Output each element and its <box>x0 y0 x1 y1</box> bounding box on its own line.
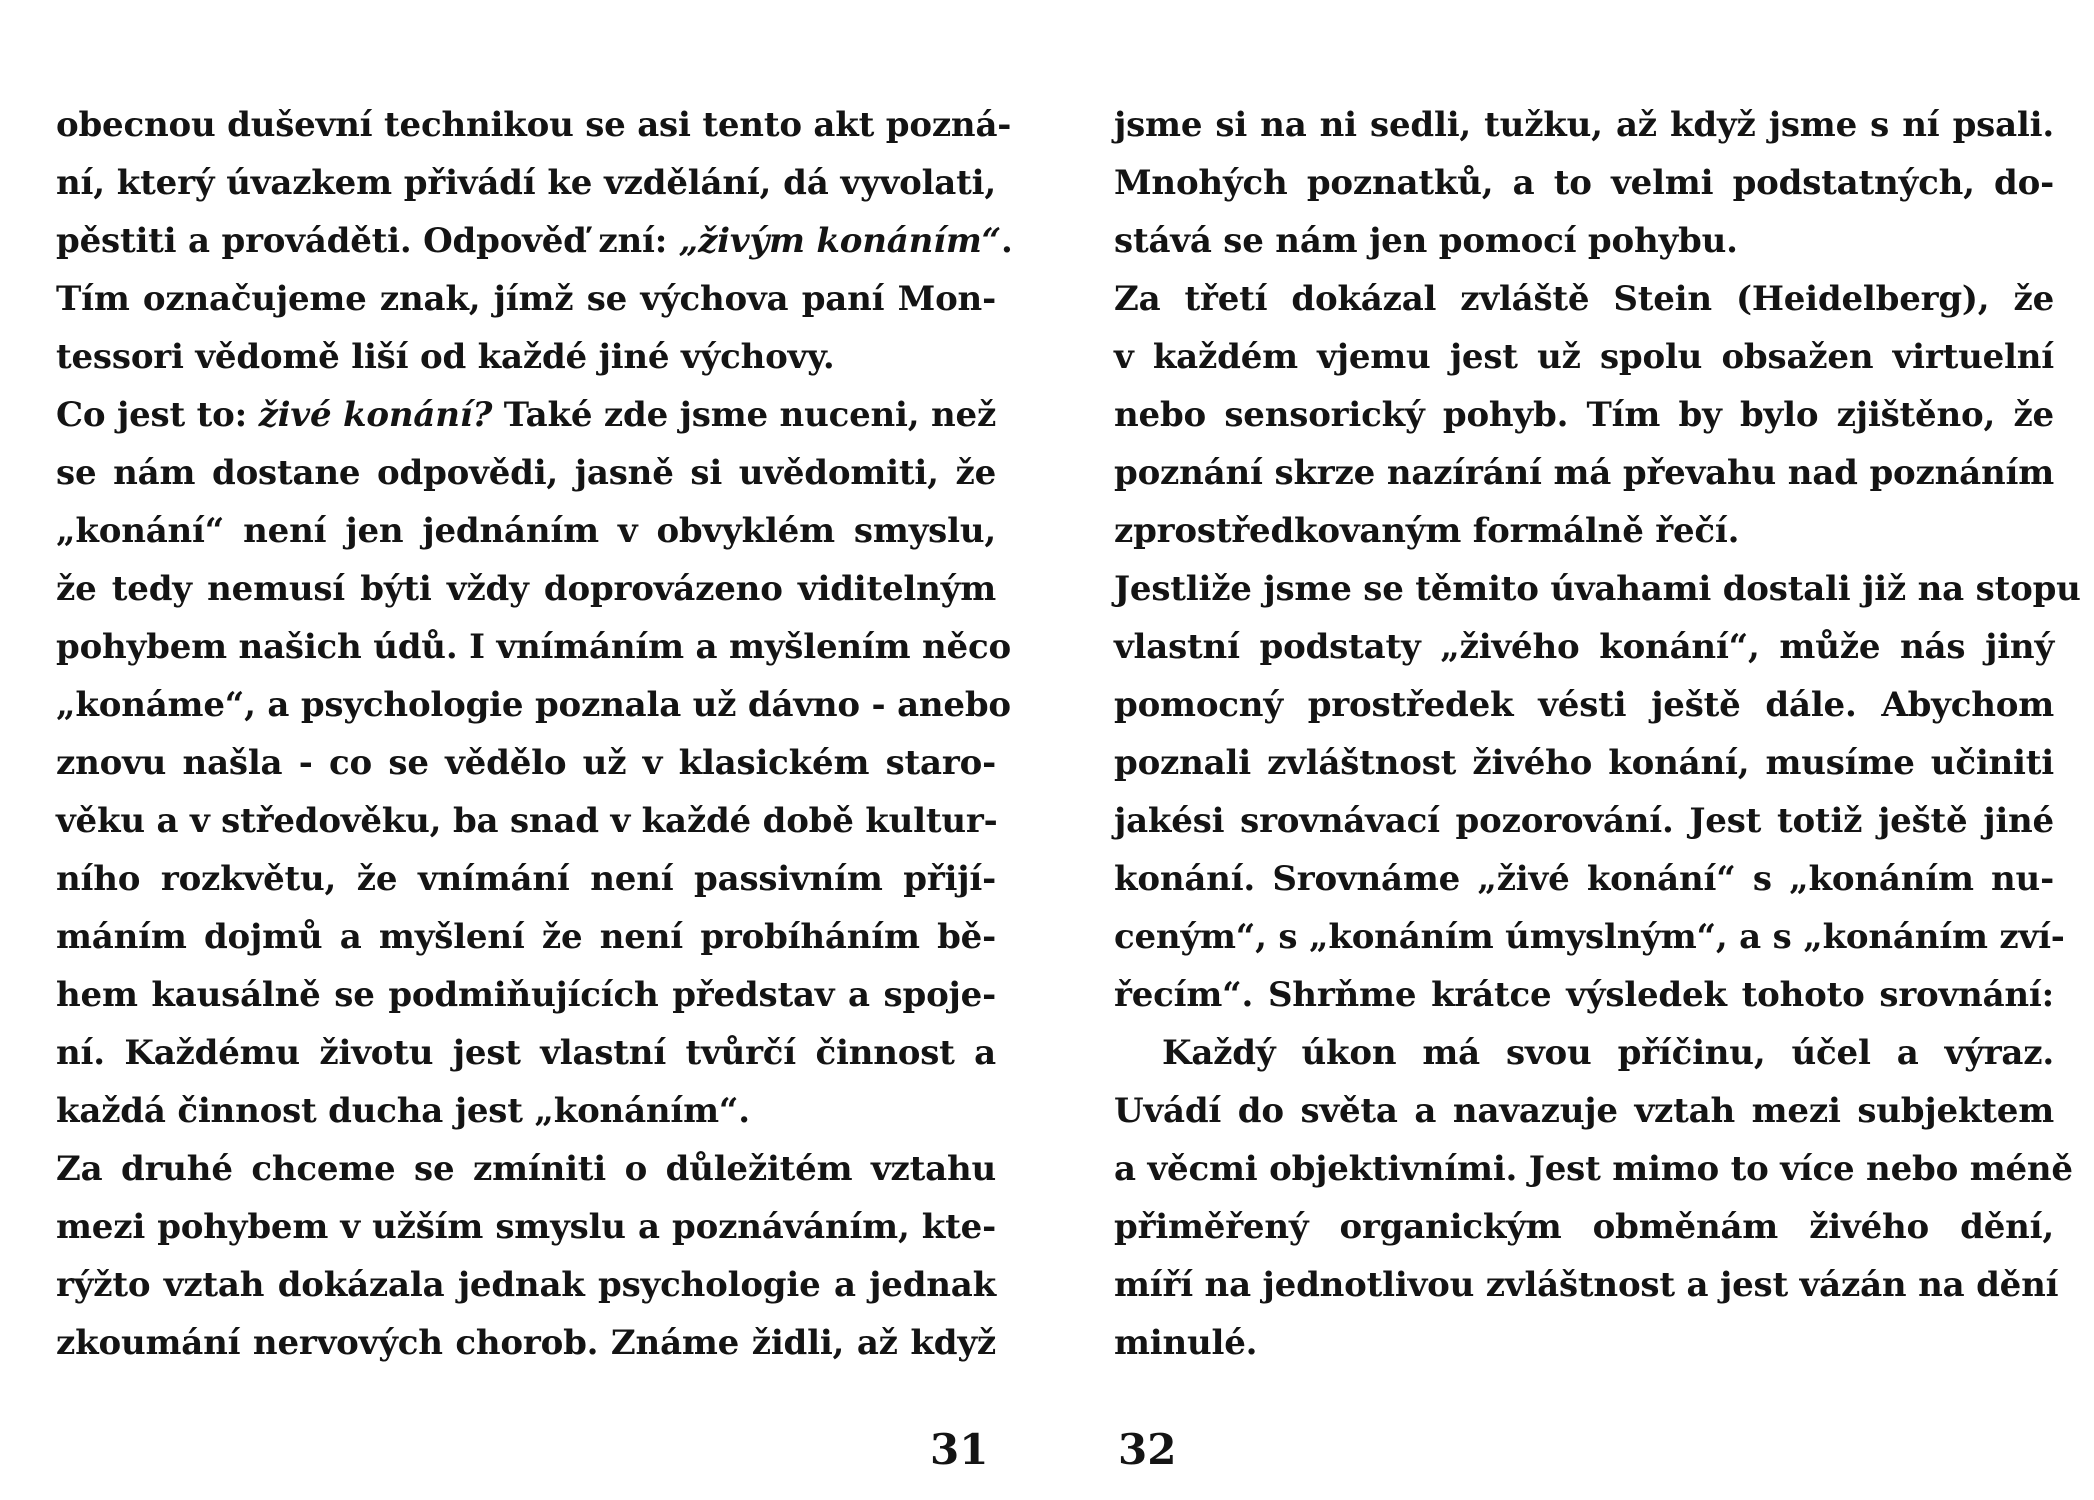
text-line: minulé. <box>1114 1323 1258 1363</box>
emphasized-phrase: živé konání? <box>258 395 493 435</box>
text-line: Tím označujeme znak, jímž se výchova paní Mon- <box>56 279 996 319</box>
text-line: hem kausálně se podmiňujících představ a spoje- <box>56 975 996 1015</box>
text-line: ní. Každému životu jest vlastní tvůrčí činnost a <box>56 1033 996 1073</box>
text-line: rýžto vztah dokázala jednak psychologie a jednak <box>56 1265 996 1305</box>
text-line: zprostředkovaným formálně řečí. <box>1114 511 1740 551</box>
text-line: věku a v středověku, ba snad v každé době kultur- <box>56 801 998 841</box>
text-line: Jestliže jsme se těmito úvahami dostali již na stopu <box>1114 569 2081 609</box>
text-line: mezi pohybem v užším smyslu a poznáváním, kte- <box>56 1207 996 1247</box>
page-number-left: 31 <box>930 1425 989 1474</box>
text-segment: Také zde jsme nuceni, než <box>492 395 997 435</box>
page-number-right: 32 <box>1118 1425 1177 1474</box>
left-page <box>56 96 1013 1372</box>
text-line: máním dojmů a myšlení že není probíháním bě- <box>56 917 996 957</box>
text-line: ního rozkvětu, že vnímání není passivním přijí- <box>56 859 996 899</box>
text-line: pohybem našich údů. I vnímáním a myšlením něco <box>56 627 1011 667</box>
text-line: poznání skrze nazírání má převahu nad poznáním <box>1114 453 2054 493</box>
text-line: jsme si na ni sedli, tužku, až když jsme s ní psali. <box>1114 105 2054 145</box>
text-line: vlastní podstaty „živého konání“, může nás jiný <box>1114 627 2054 667</box>
text-line: pomocný prostředek vésti ještě dále. Abychom <box>1114 685 2054 725</box>
text-line: Za třetí dokázal zvláště Stein (Heidelberg), že <box>1114 279 2054 319</box>
text-line: se nám dostane odpovědi, jasně si uvědomiti, že <box>56 453 996 493</box>
text-line: každá činnost ducha jest „konáním“. <box>56 1091 750 1131</box>
text-line: obecnou duševní technikou se asi tento akt pozná- <box>56 105 1012 145</box>
text-line: Uvádí do světa a navazuje vztah mezi subjektem <box>1114 1091 2054 1131</box>
text-line: „konání“ není jen jednáním v obvyklém smyslu, <box>56 511 996 551</box>
text-line: Mnohých poznatků, a to velmi podstatných, do- <box>1114 163 2054 203</box>
text-line: v každém vjemu jest už spolu obsažen virtuelní <box>1114 337 2054 377</box>
text-segment: Co jest to: <box>56 395 259 435</box>
right-page <box>1114 96 2081 1372</box>
text-line: nebo sensorický pohyb. Tím by bylo zjištěno, že <box>1114 395 2054 435</box>
text-line: přiměřený organickým obměnám živého dění, <box>1114 1207 2054 1247</box>
text-line: „konáme“, a psychologie poznala už dávno - anebo <box>56 685 1011 725</box>
text-line: konání. Srovnáme „živé konání“ s „konáním nu- <box>1114 859 2054 899</box>
emphasized-phrase: „živým konáním“ <box>678 221 1001 261</box>
text-line: ní, který úvazkem přivádí ke vzdělání, dá vyvolati, <box>56 163 996 203</box>
text-segment: pěstiti a prováděti. Odpověď zní: <box>56 221 679 261</box>
text-line: Za druhé chceme se zmíniti o důležitém vztahu <box>56 1149 996 1189</box>
text-line: ceným“, s „konáním úmyslným“, a s „konáním zví- <box>1114 917 2065 957</box>
text-line <box>56 386 996 444</box>
text-line: řecím“. Shrňme krátce výsledek tohoto srovnání: <box>1114 975 2054 1015</box>
text-line <box>56 212 1013 270</box>
text-line: zkoumání nervových chorob. Známe židli, až když <box>56 1323 996 1363</box>
text-line: Každý úkon má svou příčinu, účel a výraz. <box>1162 1033 2054 1073</box>
text-line: a věcmi objektivními. Jest mimo to více nebo méně <box>1114 1149 2073 1189</box>
text-line: poznali zvláštnost živého konání, musíme učiniti <box>1114 743 2054 783</box>
text-line: míří na jednotlivou zvláštnost a jest vázán na dění <box>1114 1265 2059 1305</box>
text-line: znovu našla - co se vědělo už v klasickém staro- <box>56 743 996 783</box>
text-line: jakési srovnávací pozorování. Jest totiž ještě jiné <box>1114 801 2054 841</box>
text-line: tessori vědomě liší od každé jiné výchovy. <box>56 337 835 377</box>
text-line: že tedy nemusí býti vždy doprovázeno viditelným <box>56 569 996 609</box>
text-segment: . <box>1000 221 1013 261</box>
text-line: stává se nám jen pomocí pohybu. <box>1114 221 1738 261</box>
